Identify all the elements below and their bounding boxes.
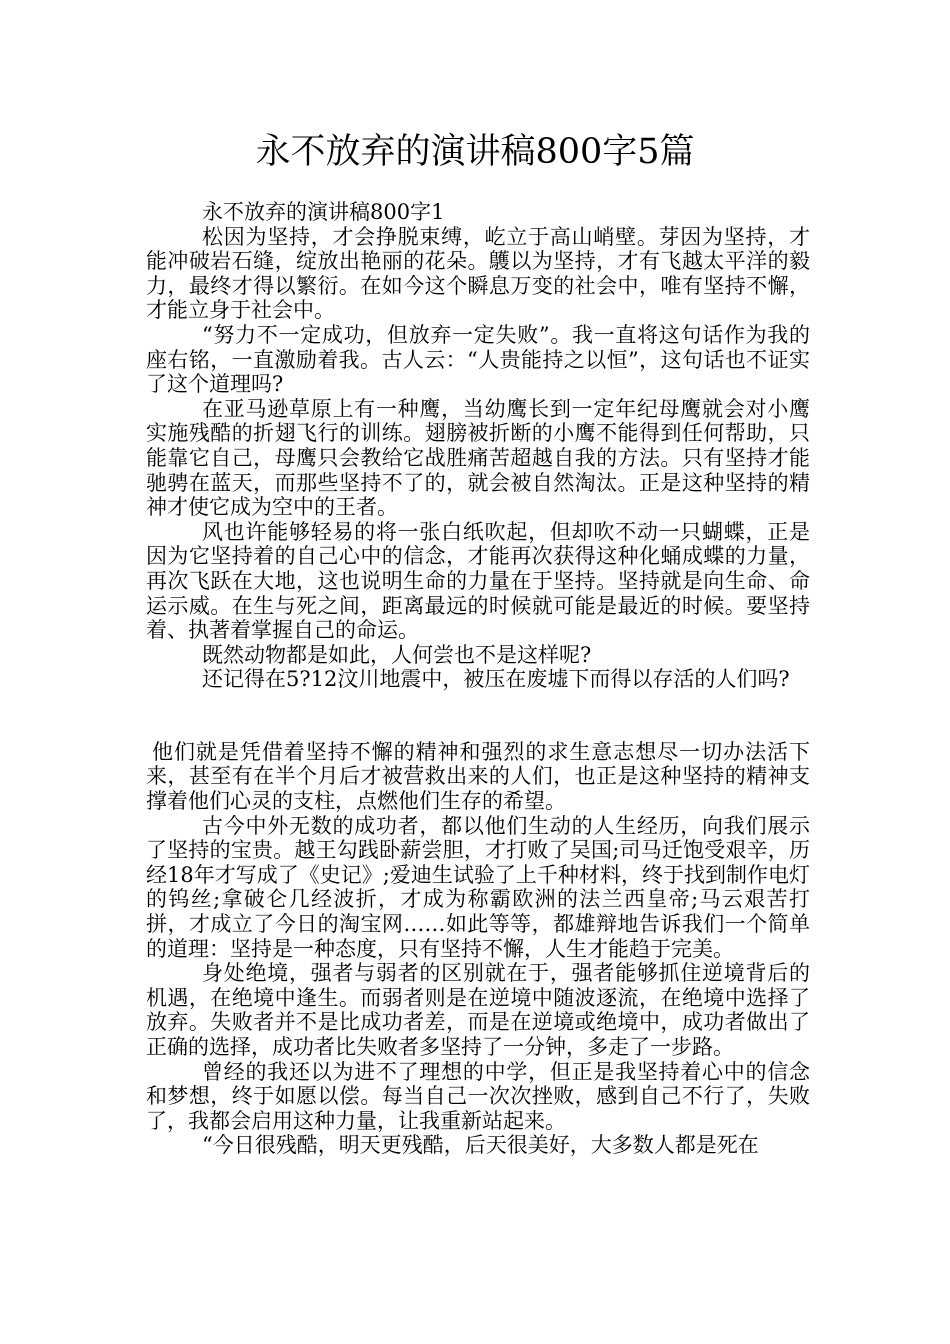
paragraph: 在亚马逊草原上有一种鹰，当幼鹰长到一定年纪母鹰就会对小鹰实施残酷的折翅飞行的训练。翅膀被折断的小鹰不能得到任何帮助，只能靠它自己，母鹰只会教给它战胜痛苦超越自我的方法。只有坚持才能驰骋在蓝天，而那些坚持不了的，就会被自然淘汰。正是这种坚持的精神才使它成为空中的王者。 bbox=[146, 396, 810, 520]
paragraph: 他们就是凭借着坚持不懈的精神和强烈的求生意志想尽一切办法活下来，甚至有在半个月后才被营救出来的人们，也正是这种坚持的精神支撑着他们心灵的支柱，点燃他们生存的希望。 bbox=[146, 739, 810, 814]
section-heading: 永不放弃的演讲稿800字1 bbox=[202, 200, 445, 224]
paragraph: 身处绝境，强者与弱者的区别就在于，强者能够抓住逆境背后的机遇，在绝境中逢生。而弱者则是在逆境中随波逐流，在绝境中选择了放弃。失败者并不是比成功者差，而是在逆境或绝境中，成功者做出了正确的选择，成功者比失败者多坚持了一分钟，多走了一步路。 bbox=[146, 961, 810, 1059]
paragraph-gap bbox=[146, 692, 810, 740]
paragraph: “今日很残酷，明天更残酷，后天很美好，大多数人都是死在 bbox=[202, 1133, 759, 1158]
document-title: 永不放弃的演讲稿800字5篇 bbox=[255, 132, 695, 172]
paragraph: “努力不一定成功，但放弃一定失败”。我一直将这句话作为我的座右铭，一直激励着我。古人云：“人贵能持之以恒”，这句话也不证实了这个道理吗? bbox=[146, 322, 810, 397]
document-body bbox=[146, 200, 810, 1158]
paragraph: 还记得在5?12汶川地震中，被压在废墟下而得以存活的人们吗? bbox=[202, 667, 790, 692]
paragraph: 古今中外无数的成功者，都以他们生动的人生经历，向我们展示了坚持的宝贵。越王勾践卧薪尝胆，才打败了吴国;司马迁饱受艰辛，历经18年才写成了《史记》;爱迪生试验了上千种材料，终于找到制作电灯的钨丝;拿破仑几经波折，才成为称霸欧洲的法兰西皇帝;马云艰苦打拼，才成立了今日的淘宝网……如此等等，都雄辩地告诉我们一个简单的道理：坚持是一种态度，只有坚持不懈，人生才能趋于完美。 bbox=[146, 813, 810, 961]
paragraph: 松因为坚持，才会挣脱束缚，屹立于高山峭壁。芽因为坚持，才能冲破岩石缝，绽放出艳丽的花朵。鸌以为坚持，才有飞越太平洋的毅力，最终才得以繁衍。在如今这个瞬息万变的社会中，唯有坚持不懈，才能立身于社会中。 bbox=[146, 224, 810, 323]
paragraph: 既然动物都是如此，人何尝也不是这样呢? bbox=[202, 642, 592, 667]
paragraph: 风也许能够轻易的将一张白纸吹起，但却吹不动一只蝴蝶，正是因为它坚持着的自己心中的信念，才能再次获得这种化蛹成蝶的力量，再次飞跃在大地，这也说明生命的力量在于坚持。坚持就是向生命、命运示威。在生与死之间，距离最远的时候就可能是最近的时候。要坚持着、执著着掌握自己的命运。 bbox=[146, 519, 810, 643]
paragraph: 曾经的我还以为进不了理想的中学，但正是我坚持着心中的信念和梦想，终于如愿以偿。每当自己一次次挫败，感到自己不行了，失败了，我都会启用这种力量，让我重新站起来。 bbox=[146, 1059, 810, 1133]
